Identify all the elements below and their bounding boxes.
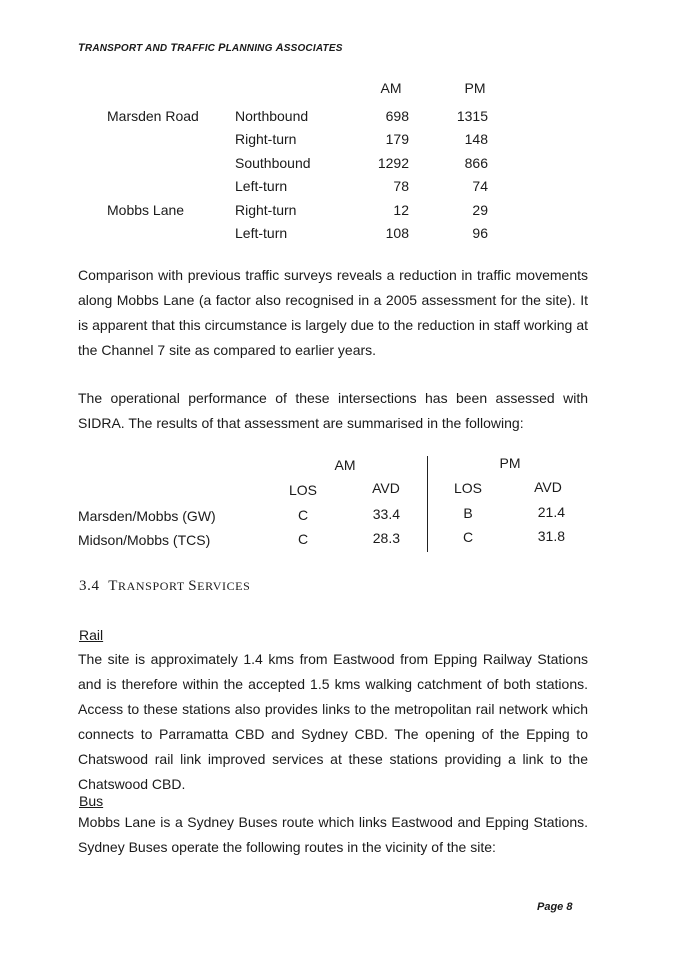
- header-initial: T: [170, 42, 178, 54]
- header-initial: T: [78, 42, 85, 54]
- section-title-initial: T: [108, 578, 119, 594]
- movement: Left-turn: [235, 178, 288, 194]
- section-number: 3.4: [79, 578, 100, 594]
- am-avd: 33.4: [372, 506, 400, 522]
- section-title-word: RANSPORT: [118, 579, 189, 593]
- running-header: [78, 42, 343, 54]
- group-header-pm: PM: [499, 455, 521, 471]
- movement: Southbound: [235, 155, 311, 171]
- am-value: 698: [385, 108, 409, 124]
- sub-header-los: LOS: [453, 480, 482, 496]
- pm-value: 96: [472, 225, 488, 241]
- section-heading: [79, 578, 250, 595]
- pm-value: 1315: [456, 108, 488, 124]
- am-value: 1292: [377, 155, 409, 171]
- header-word: RANSPORT AND: [84, 43, 171, 54]
- pm-value: 29: [472, 202, 488, 218]
- am-value: 108: [385, 225, 409, 241]
- header-word: SSOCIATES: [283, 43, 343, 54]
- intersection-name: Midson/Mobbs (TCS): [78, 532, 211, 548]
- movement: Northbound: [235, 108, 309, 124]
- movement: Right-turn: [235, 131, 297, 147]
- am-pm-divider: [427, 456, 428, 552]
- sub-header-avd: AVD: [534, 479, 562, 495]
- am-los: C: [297, 531, 309, 547]
- pm-los: C: [462, 529, 474, 545]
- header-initial: A: [275, 42, 284, 54]
- road-name: Mobbs Lane: [107, 202, 185, 218]
- pm-avd: 31.8: [537, 528, 565, 544]
- section-title-word: ERVICES: [197, 579, 251, 593]
- pm-los: B: [463, 505, 473, 521]
- pm-value: 866: [464, 155, 488, 171]
- group-header-am: AM: [334, 457, 356, 473]
- am-los: C: [297, 507, 309, 523]
- col-header-am: AM: [380, 80, 402, 96]
- am-value: 12: [393, 202, 409, 218]
- pm-value: 74: [472, 178, 488, 194]
- bus-heading: Bus: [79, 793, 104, 809]
- road-name: Marsden Road: [107, 108, 199, 124]
- am-value: 179: [385, 131, 409, 147]
- movement: Right-turn: [235, 202, 297, 218]
- header-word: RAFFIC: [177, 43, 219, 54]
- rail-paragraph: The site is approximately 1.4 kms from Eastwood from Epping Railway Stations and is therefore within the accepted 1.5 kms walking catchment of both stations. Access to these stations also provides links to the metropolitan rail network which connects to Parramatta CBD and Sydney CBD. The opening of the Epping to Chatswood rail link improved services at these stations providing a link to the Chatswood CBD.: [78, 651, 588, 792]
- sub-header-los: LOS: [288, 482, 317, 498]
- rail-heading: Rail: [79, 627, 104, 643]
- col-header-pm: PM: [464, 80, 486, 96]
- am-avd: 28.3: [372, 530, 400, 546]
- bus-paragraph: Mobbs Lane is a Sydney Buses route which links Eastwood and Epping Stations. Sydney Buses operate the following routes in the vicinity of the site:: [78, 814, 588, 855]
- am-value: 78: [393, 178, 409, 194]
- paragraph-sidra: The operational performance of these intersections has been assessed with SIDRA. The results of that assessment are summarised in the following:: [78, 390, 588, 431]
- intersection-name: Marsden/Mobbs (GW): [78, 508, 216, 524]
- movement: Left-turn: [235, 225, 288, 241]
- paragraph-comparison: Comparison with previous traffic surveys reveals a reduction in traffic movements along Mobbs Lane (a factor also recognised in a 2005 assessment for the site). It is apparent that this circumstance is largely due to the reduction in staff working at the Channel 7 site as compared to earlier years.: [78, 267, 588, 358]
- header-word: LANNING: [225, 43, 276, 54]
- page-number: Page 8: [537, 901, 573, 913]
- section-title-initial: S: [188, 578, 198, 594]
- pm-value: 148: [464, 131, 488, 147]
- header-initial: P: [218, 42, 226, 54]
- sub-header-avd: AVD: [372, 480, 400, 496]
- pm-avd: 21.4: [537, 504, 565, 520]
